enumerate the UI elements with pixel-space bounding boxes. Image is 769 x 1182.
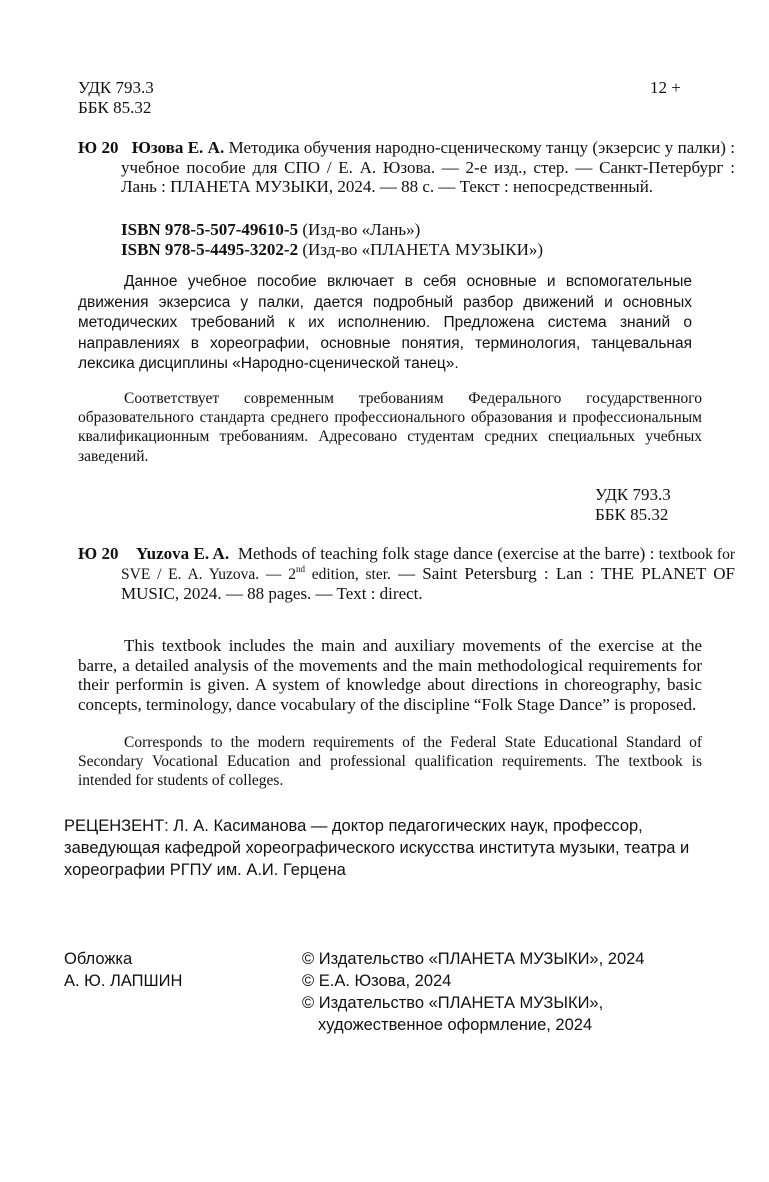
isbn-1-publisher: (Изд-во «Лань») bbox=[302, 220, 421, 239]
en-compliance: Corresponds to the modern requirements of the Federal State Educational Standard of Secondary Vocational Education and professional qualification requirements. The textbook is intended for students of colleges. bbox=[78, 734, 702, 790]
cover-credit bbox=[64, 948, 182, 992]
en-citation-sup: nd bbox=[295, 564, 305, 575]
reviewer-note: РЕЦЕНЗЕНТ: Л. А. Касиманова — доктор педагогических наук, профессор, заведующая кафедрой хореографического искусства института музыки, театра и хореографии РГПУ им. А.И. Герцена bbox=[64, 817, 690, 879]
copyright-design: © Издательство «ПЛАНЕТА МУЗЫКИ», bbox=[302, 994, 604, 1012]
isbn-2-publisher: (Изд-во «ПЛАНЕТА МУЗЫКИ») bbox=[302, 239, 544, 259]
en-citation-a: Methods of teaching folk stage dance (exercise at the barre) : bbox=[237, 544, 659, 563]
isbn-2: ISBN 978-5-4495-3202-2 bbox=[121, 239, 299, 259]
ru-compliance: Соответствует современным требованиям Федерального государственного образовательного стандарта среднего профессионального образования и профессиональным квалификационным требованиям. Адресовано студентам средних специальных учебных заведений. bbox=[78, 390, 702, 465]
copyright-design-note: художественное оформление, 2024 bbox=[318, 1016, 593, 1034]
bbk-code: ББК 85.32 bbox=[78, 97, 152, 117]
udk-code: УДК 793.3 bbox=[78, 78, 154, 97]
copyright-author: © Е.А. Юзова, 2024 bbox=[302, 972, 452, 990]
age-rating: 12 + bbox=[650, 78, 681, 97]
cover-label: Обложка bbox=[64, 950, 133, 968]
en-bibliographic-entry bbox=[78, 544, 735, 604]
ru-citation: Методика обучения народно-сценическому танцу (экзерсис у палки) : учебное пособие для СПО / Е. А. Юзова. — 2-е изд., стер. — Санкт-Петербург : Лань : ПЛАНЕТА МУЗЫКИ, 2024. — 88 с. — Текст : непосредственный. bbox=[121, 138, 736, 197]
ru-isbn-block bbox=[121, 220, 543, 259]
ru-abstract: Данное учебное пособие включает в себя основные и вспомогательные движения экзерсиса у палки, дается подробный разбор движений и основных методических требований к их исполнению. Предложена система знаний о направлениях в хореографии, основные понятия, терминология, танцевальная лексика дисциплины «Народно-сценической танец». bbox=[78, 273, 692, 372]
en-udk-code: УДК 793.3 bbox=[595, 485, 671, 504]
en-classification-codes bbox=[595, 485, 671, 524]
ru-code: Ю 20 bbox=[78, 138, 119, 157]
en-abstract: This textbook includes the main and auxiliary movements of the exercise at the barre, a detailed analysis of the movements and the main methodological requirements for their performin is given. A system of knowledge about directions in choreography, basic concepts, terminology, dance vocabulary of the discipline “Folk Stage Dance” is proposed. bbox=[78, 636, 702, 714]
classification-codes bbox=[78, 78, 154, 117]
cover-artist: А. Ю. ЛАПШИН bbox=[64, 972, 183, 990]
en-citation-b: textbook for SVE / E. A. Yuzova. — 2 bbox=[121, 546, 735, 584]
copyright-block bbox=[302, 948, 645, 1036]
ru-author: Юзова Е. А. bbox=[131, 138, 225, 157]
ru-bibliographic-entry bbox=[78, 138, 735, 197]
en-citation-d: — Saint Petersburg : Lan : THE PLANET OF MUSIC, 2024. — 88 pages. — Text : direct. bbox=[121, 564, 735, 604]
en-citation-c: edition, ster. bbox=[304, 566, 391, 584]
copyright-publisher: © Издательство «ПЛАНЕТА МУЗЫКИ», 2024 bbox=[302, 950, 645, 968]
en-code: Ю 20 bbox=[78, 544, 119, 563]
en-bbk-code: ББК 85.32 bbox=[595, 504, 669, 524]
en-author: Yuzova E. A. bbox=[135, 544, 230, 563]
isbn-1: ISBN 978-5-507-49610-5 bbox=[121, 220, 299, 239]
